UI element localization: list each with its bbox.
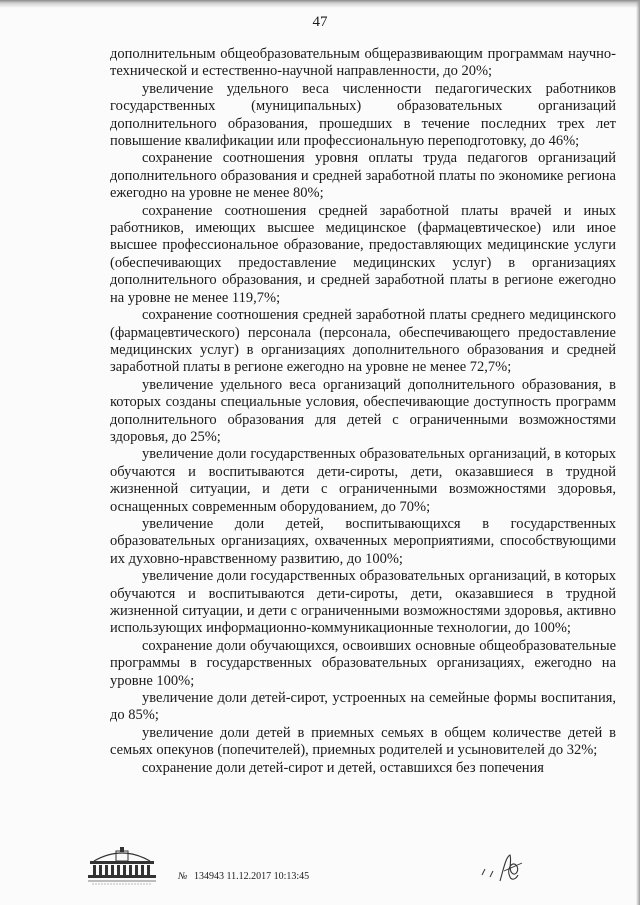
paragraph: увеличение доли детей в приемных семьях в общем количестве детей в семьях опекунов (попечителей), приемных родителей и усыновителей до 32%; xyxy=(110,724,616,759)
paragraph: сохранение соотношения средней заработной платы врачей и иных работников, имеющих высшее медицинское (фармацевтическое) или иное высшее профессиональное образование, предоставляющих медицинские услуги (обеспечивающих предоставление медицинских услуг) в организациях дополнительного образования, и средней заработной платы в регионе ежегодно на уровне не менее 119,7%; xyxy=(110,202,616,306)
document-registration-stamp xyxy=(178,871,309,882)
paragraph: сохранение соотношения средней заработной платы среднего медицинского (фармацевтического) персонала (персонала, обеспечивающего предоставление медицинских услуг) в организациях дополнительного образования и средней заработной платы в регионе ежегодно на уровне не менее 72,7%; xyxy=(110,307,616,376)
paragraph-continuation: дополнительным общеобразовательным общеразвивающим программам научно-технической и естественно-научной направленности, до 20%; xyxy=(110,46,616,80)
paragraph: сохранение соотношения уровня оплаты труда педагогов организаций дополнительного образования и средней заработной платы по экономике региона ежегодно на уровне не менее 80%; xyxy=(110,150,616,202)
document-datetime: 11.12.2017 10:13:45 xyxy=(226,871,310,882)
scan-top-edge xyxy=(0,0,640,8)
document-footer xyxy=(86,847,606,897)
paragraph: увеличение удельного веса численности педагогических работников государственных (муниципальных) образовательных организаций дополнительного образования, прошедших в течение последних трех лет повышение квалификации или профессиональную переподготовку, до 46%; xyxy=(110,80,616,150)
document-number: 134943 xyxy=(193,871,224,882)
scan-right-edge xyxy=(636,0,640,905)
number-sign: № xyxy=(178,871,188,882)
signature-icon xyxy=(476,847,536,887)
parliament-building-logo-icon xyxy=(86,847,158,891)
paragraph: сохранение доли обучающихся, освоивших основные общеобразовательные программы в государственных образовательных организациях, ежегодно на уровне 100%; xyxy=(110,637,616,689)
paragraph: увеличение доли государственных образовательных организаций, в которых обучаются и воспитываются дети-сироты, дети, оказавшиеся в трудной жизненной ситуации, и дети с ограниченными возможностями здоровья, оснащенных современным оборудованием, до 70%; xyxy=(110,446,616,515)
paragraph: сохранение доли детей-сирот и детей, оставшихся без попечения xyxy=(142,759,544,776)
page-number: 47 xyxy=(312,14,328,30)
paragraph: увеличение удельного веса организаций дополнительного образования, в которых созданы специальные условия, обеспечивающие доступность программ дополнительного образования для детей с ограниченными возможностями здоровья, до 25%; xyxy=(110,376,616,445)
paragraph: увеличение доли детей-сирот, устроенных на семейные формы воспитания, до 85%; xyxy=(110,690,616,724)
paragraph: увеличение доли государственных образовательных организаций, в которых обучаются и воспитываются дети-сироты, дети, оказавшиеся в трудной жизненной ситуации, и дети с ограниченными возможностями здоровья, активно использующих информационно-коммуникационные технологии, до 100%; xyxy=(110,568,616,637)
paragraph: увеличение доли детей, воспитывающихся в государственных образовательных организациях, охваченных мероприятиями, способствующими их духовно-нравственному развитию, до 100%; xyxy=(110,515,616,567)
document-body xyxy=(110,46,616,777)
